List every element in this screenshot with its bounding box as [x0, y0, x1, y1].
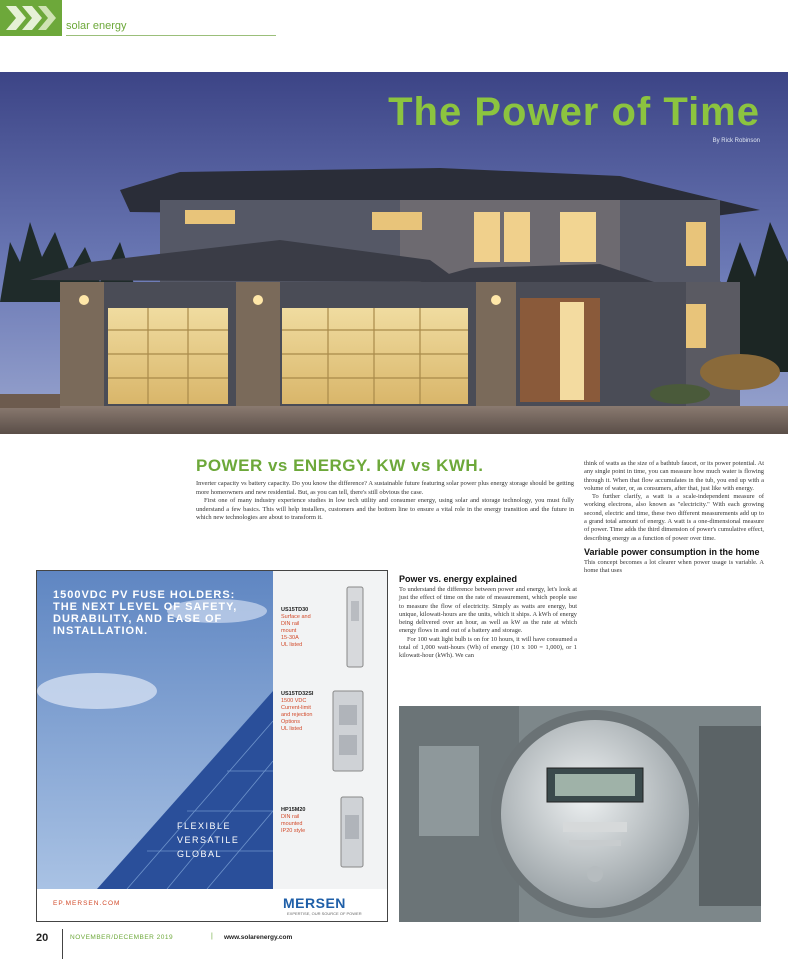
ad-footer [37, 889, 388, 922]
mersen-advertisement [36, 570, 388, 922]
product-feature: and rejection [281, 712, 313, 718]
body-paragraph: For 100 watt light bulb is on for 10 hours, it will have consumed a total of 1,000 watt-hours (Wh) of energy (10 x 100 = 1,000), or 1 kilowatt-hour (kWh). We can [399, 635, 577, 660]
ad-tagline [177, 819, 239, 861]
subhead-variable-power: Variable power consumption in the home [584, 546, 760, 557]
article-headline: POWER vs ENERGY. KW vs KWH. [196, 456, 484, 475]
product-feature: Current-limit [281, 705, 311, 711]
tagline-line: FLEXIBLE [177, 821, 232, 831]
folio-divider [62, 929, 63, 959]
ad-product-panel [273, 571, 388, 889]
product-feature: UL listed [281, 642, 303, 648]
folio-separator: | [211, 933, 213, 940]
chevron-arrows-icon [6, 6, 56, 30]
tagline-line: VERSATILE [177, 835, 240, 845]
product-label [281, 807, 305, 835]
body-paragraph: To further clarify, a watt is a scale-independent measure of working electrons, also known as "electricity." With each growing second, electric and time, these two different measurements add up to a grand total amount of energy. A watt is a one-dimensional measure of power. Time adds the third dimension of power's cumulative effect, describing energy as a function of power over time. [584, 493, 764, 542]
product-name: US15TD30 [281, 607, 309, 613]
mersen-logo-tagline: EXPERTISE, OUR SOURCE OF POWER [287, 911, 362, 916]
product-feature: 15-30A [281, 635, 299, 641]
electric-meter-illustration [399, 706, 761, 922]
electric-meter-photo [399, 706, 761, 922]
product-label [281, 607, 311, 649]
article-intro [196, 480, 574, 523]
product-feature: DIN rail [281, 814, 300, 820]
product-name: US15TD32SI [281, 691, 314, 697]
issue-date: NOVEMBER/DECEMBER 2019 [70, 934, 174, 941]
product-name: HP15M20 [281, 807, 306, 813]
article-column-middle [399, 570, 577, 661]
body-paragraph: think of watts as the size of a bathtub faucet, or its power potential. At any single point in time, you can measure how much water is flowing through it. When that flow accumulates in the tub, you end up with a volume of water, or, as consumers, after that, just like with energy. [584, 460, 764, 492]
product-feature: Surface and [281, 614, 311, 620]
magazine-website: www.solarenergy.com [224, 934, 293, 941]
mersen-logo: MERSEN [283, 895, 346, 911]
body-paragraph: To understand the difference between power and energy, let's look at just the effect of time on the rate of measurement, which people use to measure the flow of electricity. Simply as watts are energy, but unique, kilowatt-hours are the units, which it ships. A kWh of energy being delivered over an hour, as well as kW as the rate at which energy flows in and out of a battery and storage. [399, 586, 577, 635]
product-feature: Options [281, 719, 300, 725]
product-feature: UL listed [281, 726, 303, 732]
product-feature: mounted [281, 821, 303, 827]
article-column-right [584, 460, 764, 576]
product-label [281, 691, 313, 733]
byline: By Rick Robinson [712, 138, 760, 144]
body-paragraph: This concept becomes a lot clearer when power usage is variable. A home that uses [584, 558, 764, 575]
intro-paragraph: First one of many industry experience studies in low tech utility and consumer energy, using solar and storage technology, you must fully understand a few basics. This will help installers, customers and the bottom line to ensure a vital role in the energy transition and the future in which new technologies are about to transform it. [196, 497, 574, 521]
section-rule [66, 35, 276, 36]
product-feature: IP20 style [281, 828, 306, 834]
ad-headline: 1500VDC PV FUSE HOLDERS: THE NEXT LEVEL OF SAFETY, DURABILITY, AND EASE OF INSTALLATION. [53, 589, 238, 637]
product-feature: DIN rail [281, 621, 300, 627]
product-feature: mount [281, 628, 297, 634]
hero-image-house [0, 72, 788, 434]
subhead-power-vs-energy: Power vs. energy explained [399, 574, 518, 584]
section-marker [0, 0, 62, 36]
tagline-line: GLOBAL [177, 849, 223, 859]
page-number: 20 [36, 932, 49, 944]
intro-paragraph: Inverter capacity vs battery capacity. Do you know the difference? A sustainable future featuring solar power plus energy storage should be getting more homeowners and new residential. But, as you can tell, there's still obvious the case. [196, 480, 574, 496]
section-tag: solar energy [66, 20, 127, 32]
page-title: The Power of Time [388, 90, 760, 134]
product-feature: 1500 VDC [281, 698, 307, 704]
ad-website: EP.MERSEN.COM [53, 900, 121, 907]
